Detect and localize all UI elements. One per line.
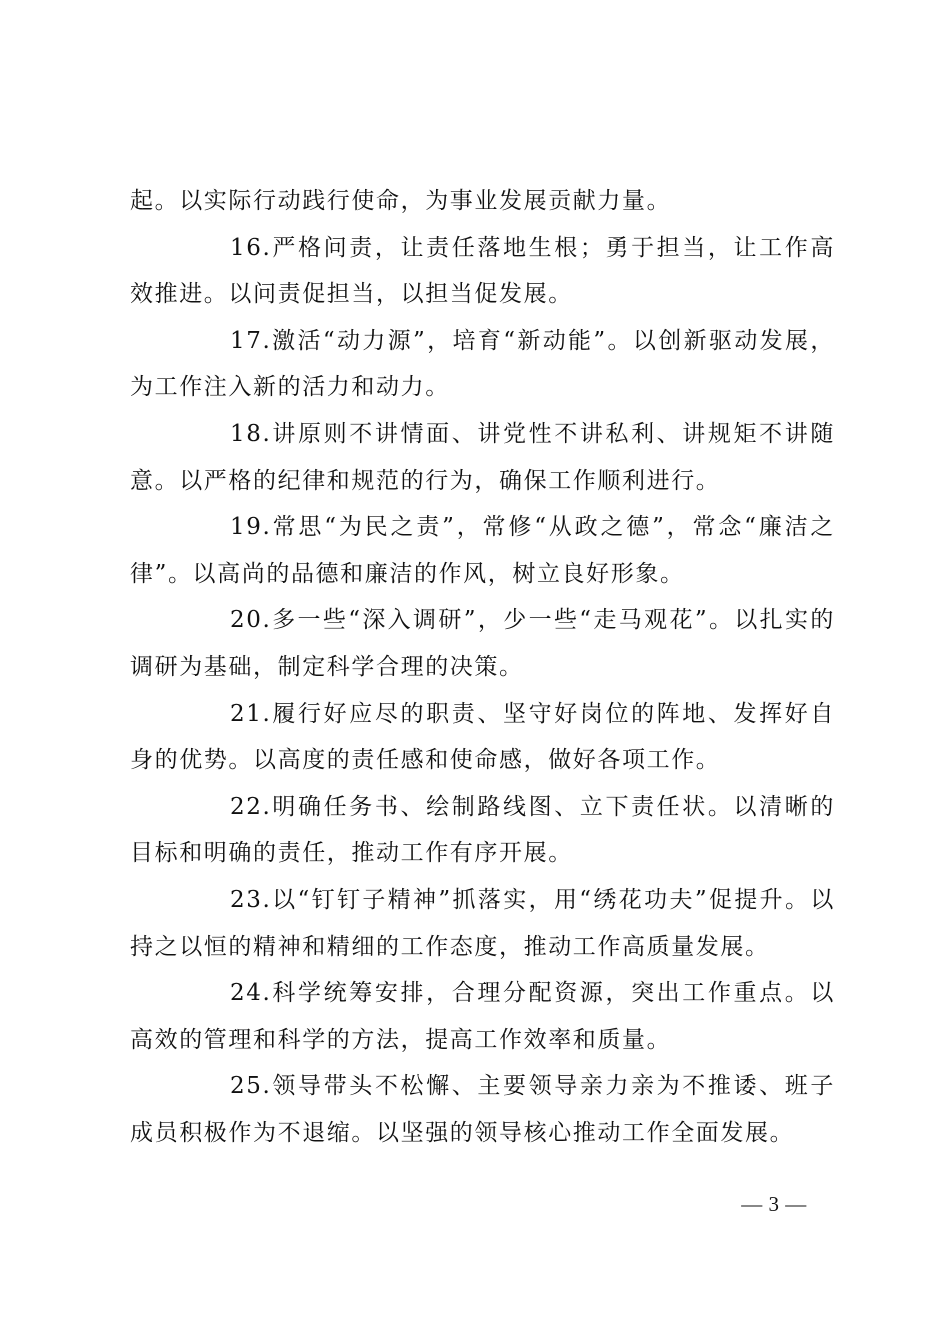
paragraph-item-23: 23.以“钉钉子精神”抓落实，用“绣花功夫”促提升。以持之以恒的精神和精细的工作态度，推动工作高质量发展。 xyxy=(130,886,835,960)
paragraph-item-21: 21.履行好应尽的职责、坚守好岗位的阵地、发挥好自身的优势。以高度的责任感和使命感，做好各项工作。 xyxy=(130,700,835,774)
paragraph-item-25: 25.领导带头不松懈、主要领导亲力亲为不推诿、班子成员积极作为不退缩。以坚强的领导核心推动工作全面发展。 xyxy=(130,1073,835,1146)
paragraph-item-20: 20.多一些“深入调研”，少一些“走马观花”。以扎实的调研为基础，制定科学合理的决策。 xyxy=(130,607,835,680)
document-body xyxy=(130,178,835,1156)
paragraph-item-16: 16.严格问责，让责任落地生根；勇于担当，让工作高效推进。以问责促担当，以担当促发展。 xyxy=(130,234,835,308)
paragraph-item-19: 19.常思“为民之责”，常修“从政之德”，常念“廉洁之律”。以高尚的品德和廉洁的作风，树立良好形象。 xyxy=(130,514,835,587)
paragraph-item-22: 22.明确任务书、绘制路线图、立下责任状。以清晰的目标和明确的责任，推动工作有序开展。 xyxy=(130,793,835,867)
paragraph-item-24: 24.科学统筹安排，合理分配资源，突出工作重点。以高效的管理和科学的方法，提高工作效率和质量。 xyxy=(130,980,835,1053)
page-number: — 3 — xyxy=(741,1192,807,1216)
paragraph-item-17: 17.激活“动力源”，培育“新动能”。以创新驱动发展，为工作注入新的活力和动力。 xyxy=(130,327,835,401)
paragraph-item-18: 18.讲原则不讲情面、讲党性不讲私利、讲规矩不讲随意。以严格的纪律和规范的行为，确保工作顺利进行。 xyxy=(130,420,835,494)
paragraph-continuation: 起。以实际行动践行使命，为事业发展贡献力量。 xyxy=(130,188,672,214)
